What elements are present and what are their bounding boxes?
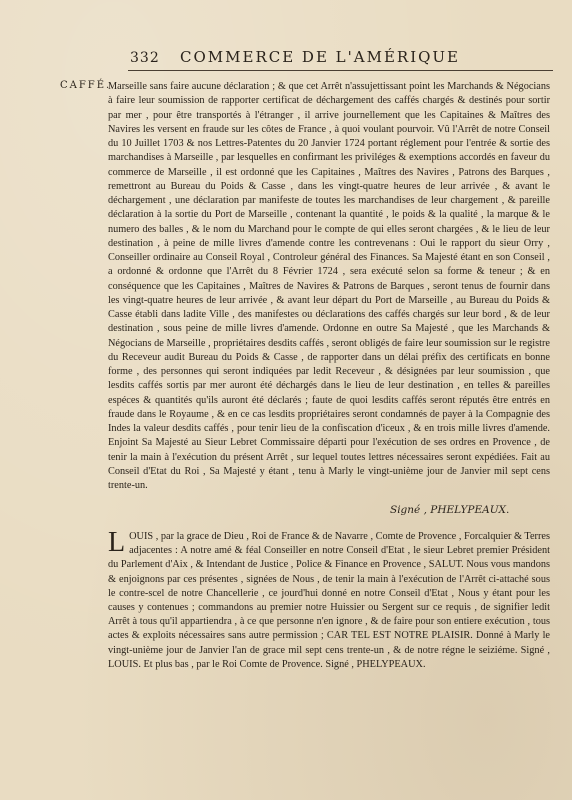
letters-patent-text: OUIS , par la grace de Dieu , Roi de France & de Navarre , Comte de Provence , Forcalquier & Terres adjacentes : A notre amé & féal Conseiller en notre Conseil d'Etat , le sieur Lebret premier Président du Parlement d'Aix , & Intendant de Justice , Police & Finance en Provence , SALUT. Nous vous mandons & enjoignons par ces présentes , signées de Nous , de tenir la main à l'exécution de l'Arrêt ci-attaché sous le contre-scel de notre Chancellerie , ce jourd'hui donné en notre Conseil d'Etat , Nous y étant pour les causes y contenues ; commandons au premier notre Huissier ou Sergent sur ce requis , de signifier ledit Arrêt à tous qu'il appartiendra , à ce que personne n'en ignore , & de faire pour son entiere exécution , tous actes & exploits nécessaires sans autre permission ; CAR TEL EST NOTRE PLAISIR. Donné à Marly le vingt-unième jour de Janvier l'an de grace mil sept cens trente-un , & de notre régne le seiziéme. Signé , LOUIS. Et plus bas , par le Roi Comte de Provence. Signé , PHELYPEAUX. xyxy=(108,531,550,670)
page-number: 332 xyxy=(130,50,160,66)
running-title: COMMERCE DE L'AMÉRIQUE xyxy=(180,48,461,66)
running-header xyxy=(130,48,550,70)
letters-patent xyxy=(108,527,550,672)
drop-cap: L xyxy=(108,527,126,558)
signature-line: Signé , PHELYPEAUX. xyxy=(390,504,510,516)
header-rule xyxy=(128,70,553,71)
margin-note: CAFFÉ. xyxy=(60,80,112,91)
arret-paragraph: Marseille sans faire aucune déclaration ; & que cet Arrêt n'assujettissant point les Marchands & Négocians à faire leur soumission de rapporter certificat de déchargement des caffés chargés & destinés pour sortir par mer , pour être transportés à l'étranger , il arrive journellement que les Capitaines & Maîtres des Navires les versent en fraude sur les côtes de France , à quoi voulant pourvoir. Vû l'Arrêt de notre Conseil du 10 Juillet 1703 & nos Lettres-Patentes du 20 Janvier 1724 portant réglement pour l'entrée & sortie des marchandises à Marseille , par lesquelles en confirmant les priviléges & exemptions accordés en faveur du commerce de Marseille , il est ordonné que les Capitaines , Maîtres des Navires , Patrons des Barques , remettront au Bureau du Poids & Casse , dans les vingt-quatre heures de leur arrivée , & avant le déchargement , une déclaration par manifeste de toutes les marchandises de leur chargement , & pareille déclaration à la sortie du Port de Marseille , contenant la quantité , le poids & la qualité , la marque & le numero des balles , & le nom du Marchand pour le compte de qui elles seront chargées , & le lieu de leur destination , à peine de mille livres d'amende contre les contrevenans : Oui le rapport du sieur Orry , Conseiller ordinaire au Conseil Royal , Controleur général des Finances. Sa Majesté étant en son Conseil , a ordonné & ordonne que l'Arrêt du 8 Février 1724 , sera exécuté selon sa forme & teneur ; & en conséquence que les Capitaines , Maîtres de Navires & Patrons de Barques , seront tenus de fournir dans les vingt-quatre heures de leur arrivée , & avant leur départ du Port de Marseille , au Bureau du Poids & Casse établi dans ladite Ville , des manifestes ou déclarations des caffés chargés sur leur bord , & de leur destination , sous peine de mille livres d'amende. Ordonne en outre Sa Majesté , que les Marchands & Négocians de Marseille , propriétaires desdits caffés , seront obligés de faire leur soumission sur le registre du Receveur audit Bureau du Poids & Casse , de rapporter dans un délai préfix des certificats en bonne forme , des personnes qui seront indiquées par ledit Receveur , & désignées par leur soumission , que lesdits caffés sortis par mer auront été déchargés dans le lieu de leur destination , en telles & pareilles espéces & quantités qu'ils auront été déclarés ; faute de quoi lesdits caffés seront réputés être entrés en fraude dans le Royaume , & en ce cas lesdits propriétaires seront condamnés de payer à la Compagnie des Indes la valeur desdits caffés , pour tenir lieu de la confiscation d'iceux , & en trois mille livres d'amende. Enjoint Sa Majesté au Sieur Lebret Commissaire départi pour l'exécution de ses ordres en Provence , de tenir la main à l'exécution du présent Arrêt , sur lequel toutes lettres nécessaires seront expédiées. Fait au Conseil d'Etat du Roi , Sa Majesté y étant , tenu à Marly le vingt-unième jour de Janvier mil sept cens trente-un. xyxy=(108,81,550,491)
arret-text xyxy=(108,80,550,493)
